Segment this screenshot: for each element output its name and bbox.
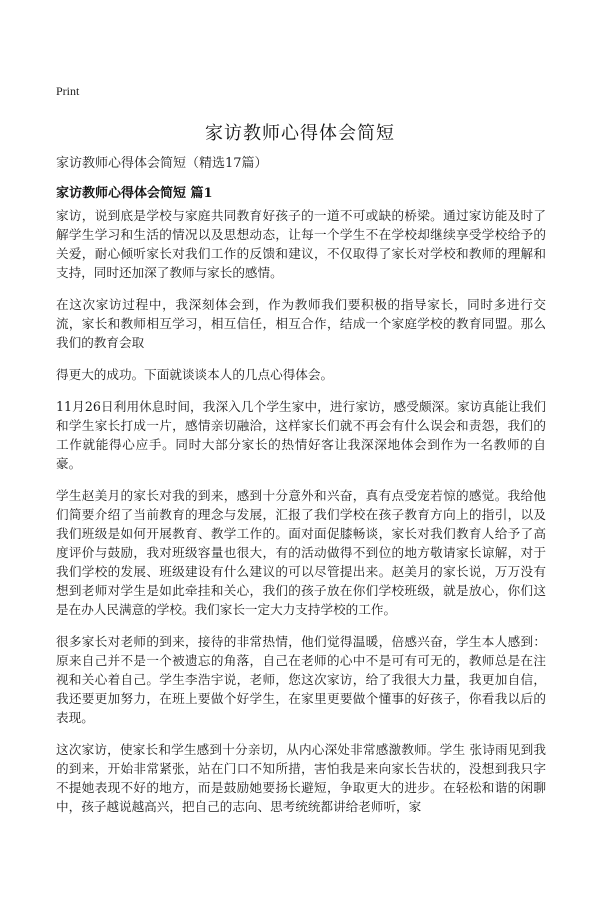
paragraph: 这次家访，使家长和学生感到十分亲切，从内心深处非常感激教师。学生 张诗雨见到我的到来，开始非常紧张，站在门口不知所措，害怕我是来向家长告状的，没想到我只字不提她表现不好的地方，而是鼓励她要扬长避短，争取更大的进步。在轻松和谐的闲聊中，孩子越说越高兴，把自己的志向、思考统统都讲给老师听，家: [56, 742, 546, 814]
paragraph: 11月26日利用休息时间，我深入几个学生家中，进行家访，感受颇深。家访真能让我们和学生家长打成一片，感情亲切融洽，这样家长们就不再会有什么误会和责怨，我们的工作就能得心应手。同时大部分家长的热情好客让我深深地体会到作为一名教师的自豪。: [56, 399, 546, 471]
print-label: Print: [56, 84, 80, 98]
document-subtitle: 家访教师心得体会简短（精选17篇）: [56, 156, 268, 171]
page-title: 家访教师心得体会简短: [205, 123, 395, 144]
paragraph: 得更大的成功。下面就谈谈本人的几点心得体会。: [56, 367, 334, 382]
paragraph: 学生赵美月的家长对我的到来，感到十分意外和兴奋，真有点受宠若惊的感觉。我给他们简要介绍了当前教育的理念与发展，汇报了我们学校在孩子教育方向上的指引，以及我们班级是如何开展教育、教学工作的。面对面促膝畅谈，家长对我们教育人给予了高度评价与鼓励，我对班级容量也很大，有的活动做得不到位的地方敬请家长谅解，对于我们学校的发展、班级建设有什么建议的可以尽管提出来。赵美月的家长说，万万没有想到老师对学生是如此牵挂和关心，我们的孩子放在你们学校班级，就是放心，你们这是在办人民满意的学校。我们家长一定大力支持学校的工作。: [56, 488, 546, 617]
paragraph: 很多家长对老师的到来，接待的非常热情，他们觉得温暖，倍感兴奋，学生本人感到：原来自己并不是一个被遗忘的角落，自己在老师的心中不是可有可无的，教师总是在注视和关心着自己。学生李浩宇说，老师，您这次家访，给了我很大力量，我更加自信，我还要更加努力，在班上要做个好学生，在家里更要做个懂事的好孩子，你看我以后的表现。: [56, 634, 546, 725]
article-body: [56, 206, 546, 829]
paragraph: 家访，说到底是学校与家庭共同教育好孩子的一道不可或缺的桥梁。通过家访能及时了解学生学习和生活的情况以及思想动态，让每一个学生不在学校却继续享受学校给予的关爱，耐心倾听家长对我们工作的反馈和建议，不仅取得了家长对学校和教师的理解和支持，同时还加深了教师与家长的感情。: [56, 208, 546, 280]
paragraph: 在这次家访过程中，我深刻体会到，作为教师我们要积极的指导家长，同时多进行交流，家长和教师相互学习，相互信任，相互合作，结成一个家庭学校的教育同盟。那么我们的教育会取: [56, 297, 546, 350]
section-heading: 家访教师心得体会简短 篇1: [56, 186, 213, 201]
